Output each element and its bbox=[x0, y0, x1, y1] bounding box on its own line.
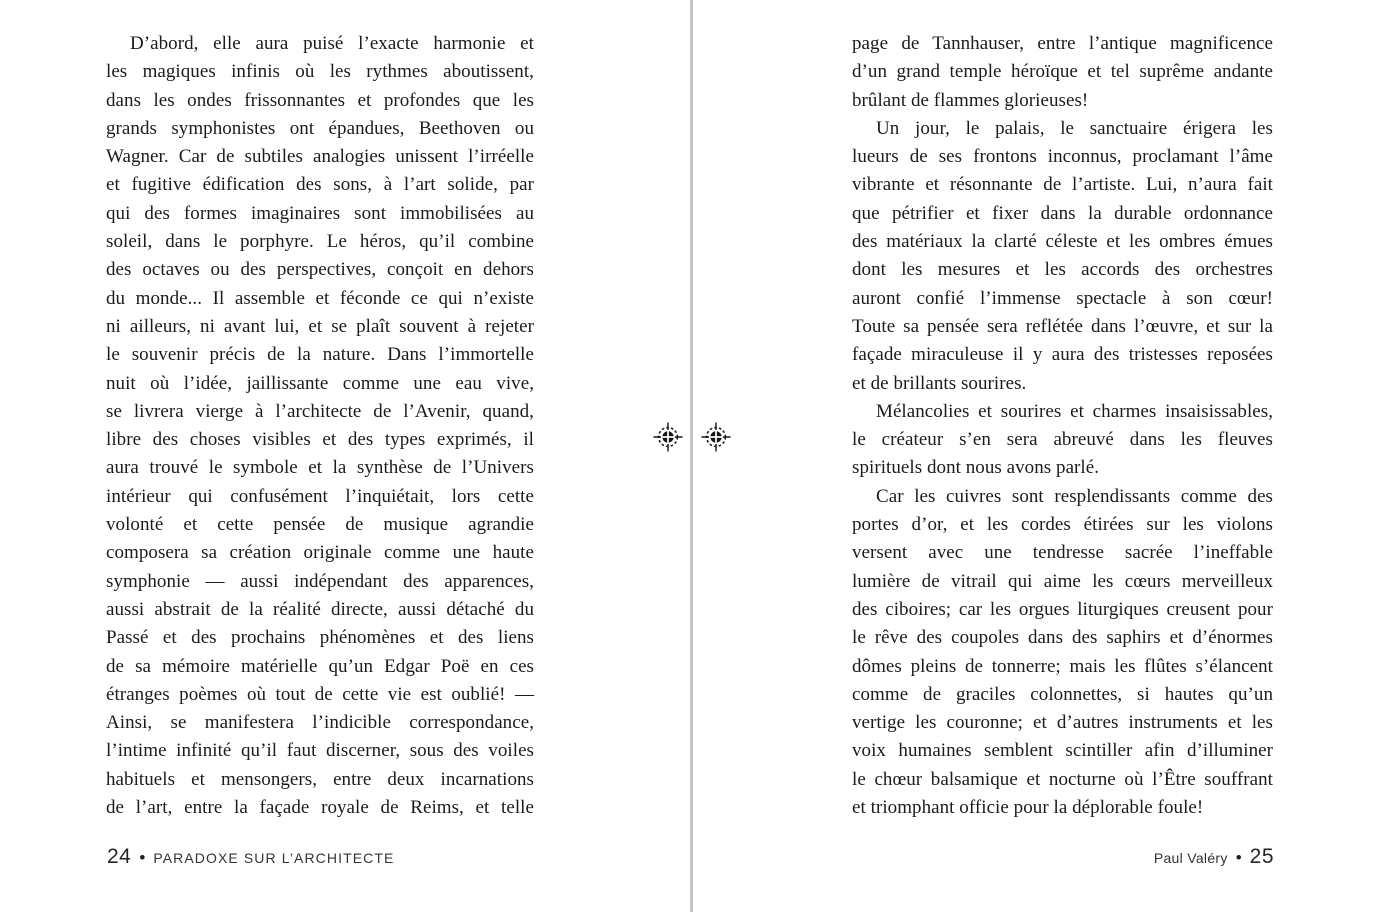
text-line: ni ailleurs, ni avant lui, et se plaît souvent à rejeter bbox=[106, 315, 534, 337]
text-line: lumière de vitrail qui aime les cœurs merveilleux bbox=[852, 570, 1273, 592]
text-line: spirituels dont nous avons parlé. bbox=[852, 457, 1100, 479]
text-line: aussi abstrait de la réalité directe, aussi détaché du bbox=[106, 598, 534, 620]
text-line: Toute sa pensée sera reflétée dans l’œuvre, et sur la bbox=[852, 315, 1273, 337]
registration-mark-icon bbox=[701, 422, 731, 452]
text-line: grands symphonistes ont épandues, Beethoven ou bbox=[106, 117, 534, 139]
text-line: étranges poèmes où tout de cette vie est oublié! — bbox=[106, 683, 534, 705]
text-line: Wagner. Car de subtiles analogies unissent l’irréelle bbox=[106, 146, 534, 168]
text-line: vibrante et résonnante de l’artiste. Lui, n’aura fait bbox=[852, 174, 1273, 196]
text-line: le créateur s’en sera abreuvé dans les fleuves bbox=[852, 429, 1273, 451]
author-name: Paul Valéry bbox=[1153, 850, 1228, 866]
text-line: volonté et cette pensée de musique agrandie bbox=[106, 514, 534, 536]
text-line: soleil, dans le porphyre. Le héros, qu’il combine bbox=[106, 231, 534, 253]
text-line: lueurs de ses frontons inconnus, proclamant l’âme bbox=[852, 146, 1273, 168]
text-line: des matériaux la clarté céleste et les ombres émues bbox=[852, 231, 1273, 253]
left-page-number: 24 bbox=[107, 845, 132, 868]
text-line: Mélancolies et sourires et charmes insaisissables, bbox=[876, 400, 1273, 422]
text-line: page de Tannhauser, entre l’antique magnificence bbox=[852, 33, 1273, 54]
text-line: dômes pleins de tonnerre; mais les flûtes s’élancent bbox=[852, 655, 1273, 677]
text-line: voix humaines semblent scintiller afin d’illuminer bbox=[852, 740, 1273, 762]
text-line: symphonie — aussi indépendant des apparences, bbox=[106, 570, 534, 592]
text-line: d’un grand temple héroïque et tel suprême andante bbox=[852, 61, 1273, 83]
text-line: portes d’or, et les cordes étirées sur les violons bbox=[852, 514, 1273, 536]
text-line: du monde... Il assemble et féconde ce qui n’existe bbox=[106, 287, 534, 309]
text-line: habituels et mensongers, entre deux incarnations bbox=[106, 768, 534, 790]
running-title: PARADOXE SUR L’ARCHITECTE bbox=[153, 850, 395, 866]
text-line: le souvenir précis de la nature. Dans l’immortelle bbox=[106, 344, 534, 366]
right-page-number: 25 bbox=[1249, 845, 1274, 868]
text-line: dont les mesures et les accords des orchestres bbox=[852, 259, 1273, 281]
text-line: libre des choses visibles et des types exprimés, il bbox=[106, 429, 534, 451]
text-line: intérieur qui confusément l’inquiétait, lors cette bbox=[106, 485, 534, 507]
left-page-footer bbox=[107, 845, 394, 869]
text-line: Car les cuivres sont resplendissants comme des bbox=[876, 485, 1273, 507]
text-line: façade miraculeuse il y aura des tristesses reposées bbox=[852, 344, 1273, 366]
page-gutter-divider bbox=[690, 0, 693, 912]
text-line: et triomphant officie pour la déplorable foule! bbox=[852, 797, 1204, 819]
text-line: D’abord, elle aura puisé l’exacte harmonie et bbox=[130, 33, 534, 54]
left-page-text-block bbox=[106, 30, 534, 822]
text-line: vertige les couronne; et d’autres instruments et les bbox=[852, 712, 1273, 734]
text-line: aura trouvé le symbole et la synthèse de l’Univers bbox=[106, 457, 534, 479]
text-line: que pétrifier et fixer dans la durable ordonnance bbox=[852, 202, 1273, 224]
right-page-text-block bbox=[852, 30, 1273, 822]
footer-bullet-icon: • bbox=[1235, 848, 1242, 867]
text-line: se livrera vierge à l’architecte de l’Avenir, quand, bbox=[106, 400, 534, 422]
text-line: des ciboires; car les orgues liturgiques creusent pour bbox=[852, 598, 1273, 620]
text-line: les magiques infinis où les rythmes aboutissent, bbox=[106, 61, 534, 83]
right-page-footer bbox=[1154, 845, 1274, 869]
text-line: Passé et des prochains phénomènes et des liens bbox=[106, 627, 534, 649]
text-line: Un jour, le palais, le sanctuaire érigera les bbox=[876, 117, 1273, 139]
text-line: comme de graciles colonnettes, si hautes qu’un bbox=[852, 683, 1273, 705]
text-line: qui des formes imaginaires sont immobilisées au bbox=[106, 202, 534, 224]
text-line: le chœur balsamique et nocturne où l’Être souffrant bbox=[852, 768, 1273, 790]
text-line: auront confié l’immense spectacle à son cœur! bbox=[852, 287, 1273, 309]
text-line: de l’art, entre la façade royale de Reims, et telle bbox=[106, 797, 534, 819]
text-line: versent avec une tendresse sacrée l’ineffable bbox=[852, 542, 1273, 564]
text-line: le rêve des coupoles dans des saphirs et d’énormes bbox=[852, 627, 1273, 649]
text-line: de sa mémoire matérielle qu’un Edgar Poë en ces bbox=[106, 655, 534, 677]
text-line: l’intime infinité qu’il faut discerner, sous des voiles bbox=[106, 740, 534, 762]
text-line: nuit où l’idée, jaillissante comme une eau vive, bbox=[106, 372, 534, 394]
text-line: Ainsi, se manifestera l’indicible correspondance, bbox=[106, 712, 534, 734]
text-line: dans les ondes frissonnantes et profondes que les bbox=[106, 89, 534, 111]
registration-mark-icon bbox=[653, 422, 683, 452]
text-line: brûlant de flammes glorieuses! bbox=[852, 89, 1089, 111]
text-line: et fugitive édification des sons, à l’art solide, par bbox=[106, 174, 534, 196]
text-line: composera sa création originale comme une haute bbox=[106, 542, 534, 564]
footer-bullet-icon: • bbox=[139, 848, 146, 867]
text-line: des octaves ou des perspectives, conçoit en dehors bbox=[106, 259, 534, 281]
text-line: et de brillants sourires. bbox=[852, 372, 1027, 394]
